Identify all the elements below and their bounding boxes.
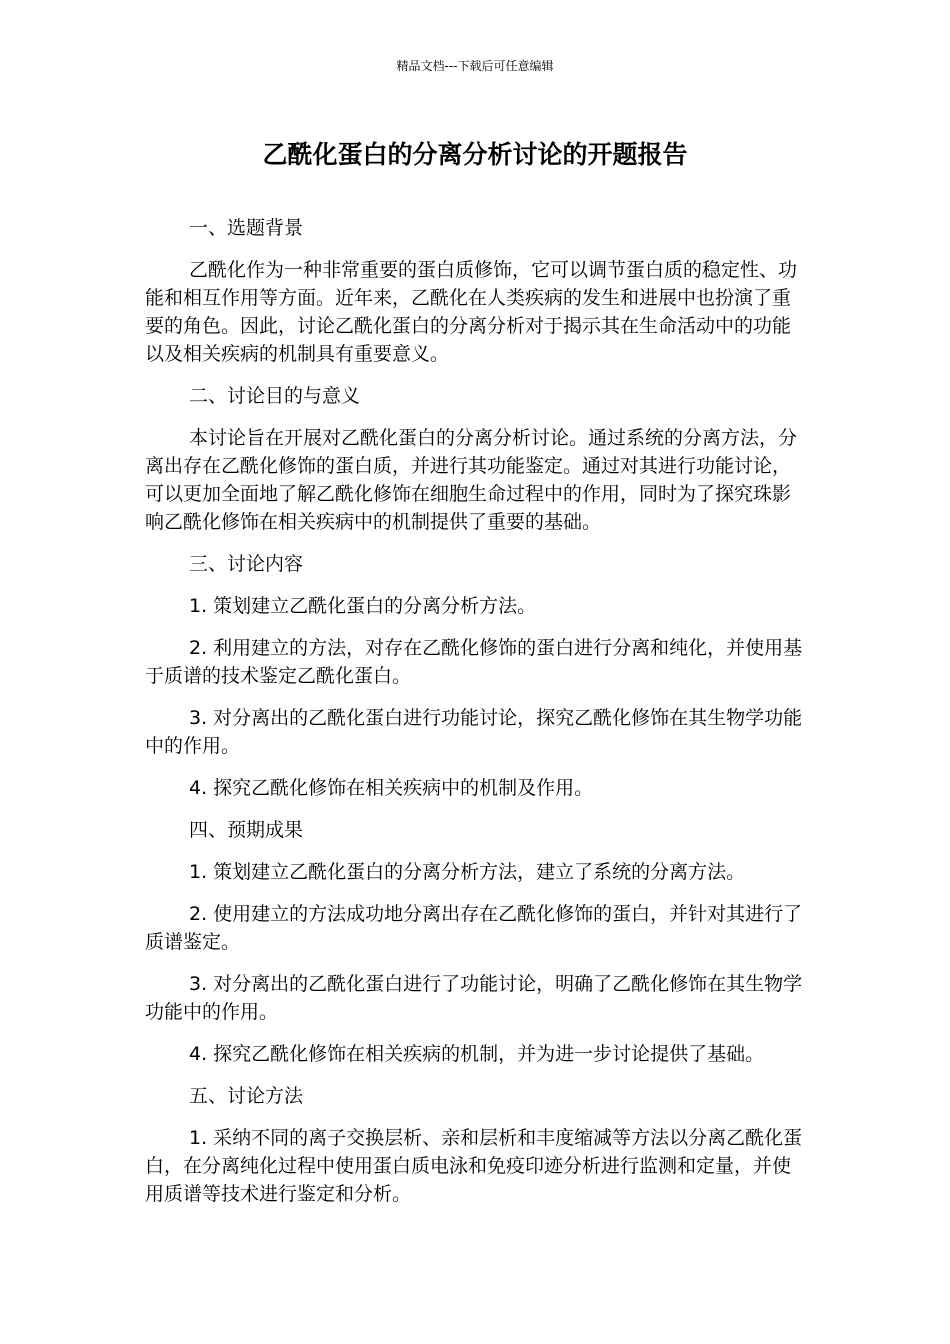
document-title: 乙酰化蛋白的分离分析讨论的开题报告 bbox=[262, 140, 688, 169]
list-item-content-1: 1. 策划建立乙酰化蛋白的分离分析方法。 bbox=[189, 595, 537, 617]
list-item-outcome-2: 2. 使用建立的方法成功地分离出存在乙酰化修饰的蛋白，并针对其进行了质谱鉴定。 bbox=[145, 903, 803, 953]
list-item-content-3: 3. 对分离出的乙酰化蛋白进行功能讨论，探究乙酰化修饰在其生物学功能中的作用。 bbox=[145, 707, 803, 757]
list-item-outcome-1: 1. 策划建立乙酰化蛋白的分离分析方法，建立了系统的分离方法。 bbox=[189, 861, 746, 883]
document-body bbox=[145, 214, 805, 1222]
page-header: 精品文档---下载后可任意编辑 bbox=[396, 59, 554, 73]
paragraph-purpose: 本讨论旨在开展对乙酰化蛋白的分离分析讨论。通过系统的分离方法，分离出存在乙酰化修饰的蛋白质，并进行其功能鉴定。通过对其进行功能讨论，可以更加全面地了解乙酰化修饰在细胞生命过程中的作用，同时为了探究珠影响乙酰化修饰在相关疾病中的机制提供了重要的基础。 bbox=[145, 427, 798, 533]
list-item-method-1: 1. 采纳不同的离子交换层析、亲和层析和丰度缩减等方法以分离乙酰化蛋白，在分离纯化过程中使用蛋白质电泳和免疫印迹分析进行监测和定量，并使用质谱等技术进行鉴定和分析。 bbox=[145, 1127, 803, 1205]
list-item-content-2: 2. 利用建立的方法，对存在乙酰化修饰的蛋白进行分离和纯化，并使用基于质谱的技术鉴定乙酰化蛋白。 bbox=[145, 637, 803, 687]
section-heading-methods: 五、讨论方法 bbox=[189, 1085, 304, 1107]
paragraph-background: 乙酰化作为一种非常重要的蛋白质修饰，它可以调节蛋白质的稳定性、功能和相互作用等方面。近年来，乙酰化在人类疾病的发生和进展中也扮演了重要的角色。因此，讨论乙酰化蛋白的分离分析对于揭示其在生命活动中的功能以及相关疾病的机制具有重要意义。 bbox=[145, 259, 798, 365]
list-item-outcome-3: 3. 对分离出的乙酰化蛋白进行了功能讨论，明确了乙酰化修饰在其生物学功能中的作用。 bbox=[145, 973, 803, 1023]
section-heading-outcomes: 四、预期成果 bbox=[189, 819, 304, 841]
list-item-outcome-4: 4. 探究乙酰化修饰在相关疾病的机制，并为进一步讨论提供了基础。 bbox=[189, 1043, 765, 1065]
section-heading-content: 三、讨论内容 bbox=[189, 553, 304, 575]
list-item-content-4: 4. 探究乙酰化修饰在相关疾病中的机制及作用。 bbox=[189, 777, 594, 799]
section-heading-purpose: 二、讨论目的与意义 bbox=[189, 385, 361, 407]
section-heading-background: 一、选题背景 bbox=[189, 217, 304, 239]
